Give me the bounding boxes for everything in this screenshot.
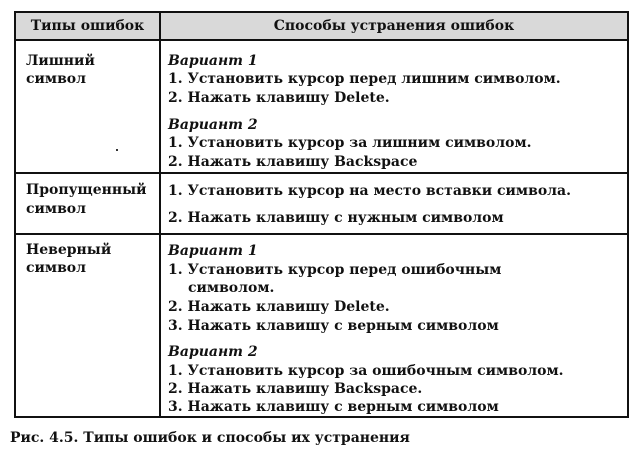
row1-variant1-title: Вариант 1	[168, 53, 258, 69]
row1-v1-step2: 2. Нажать клавишу Delete.	[168, 90, 390, 106]
figure-caption: Рис. 4.5. Типы ошибок и способы их устранения	[10, 430, 410, 446]
row-divider	[16, 233, 627, 235]
header-error-types: Типы ошибок	[30, 18, 145, 34]
column-divider	[159, 13, 161, 416]
row3-v2-step2: 2. Нажать клавишу Backspace.	[168, 381, 423, 397]
row3-v1-step3: 3. Нажать клавишу с верным символом	[168, 318, 499, 334]
speck	[116, 149, 118, 151]
row3-type-line2: символ	[26, 260, 87, 276]
row1-v2-step1: 1. Установить курсор за лишним символом.	[168, 135, 532, 151]
row2-step1: 1. Установить курсор на место вставки символа.	[168, 183, 571, 199]
row1-v1-step1: 1. Установить курсор перед лишним символом.	[168, 71, 561, 87]
row3-v2-step3: 3. Нажать клавишу с верным символом	[168, 399, 499, 415]
row1-type-line2: символ	[26, 71, 87, 87]
table-header	[16, 13, 627, 41]
row2-type-line2: символ	[26, 201, 87, 217]
row1-v2-step2: 2. Нажать клавишу Backspace	[168, 154, 418, 170]
header-fix-methods: Способы устранения ошибок	[273, 18, 515, 34]
row3-variant2-title: Вариант 2	[168, 344, 258, 360]
row2-step2: 2. Нажать клавишу с нужным символом	[168, 210, 504, 226]
row-divider	[16, 172, 627, 174]
row1-type-line1: Лишний	[26, 53, 95, 69]
row2-type-line1: Пропущенный	[26, 182, 147, 198]
row3-variant1-title: Вариант 1	[168, 243, 258, 259]
row3-type-line1: Неверный	[26, 242, 112, 258]
row3-v1-step1-line1: 1. Установить курсор перед ошибочным	[168, 262, 502, 278]
row1-variant2-title: Вариант 2	[168, 117, 258, 133]
row3-v1-step2: 2. Нажать клавишу Delete.	[168, 299, 390, 315]
error-types-table	[14, 11, 629, 418]
row3-v2-step1: 1. Установить курсор за ошибочным символом.	[168, 363, 564, 379]
row3-v1-step1-line2: символом.	[188, 280, 275, 296]
